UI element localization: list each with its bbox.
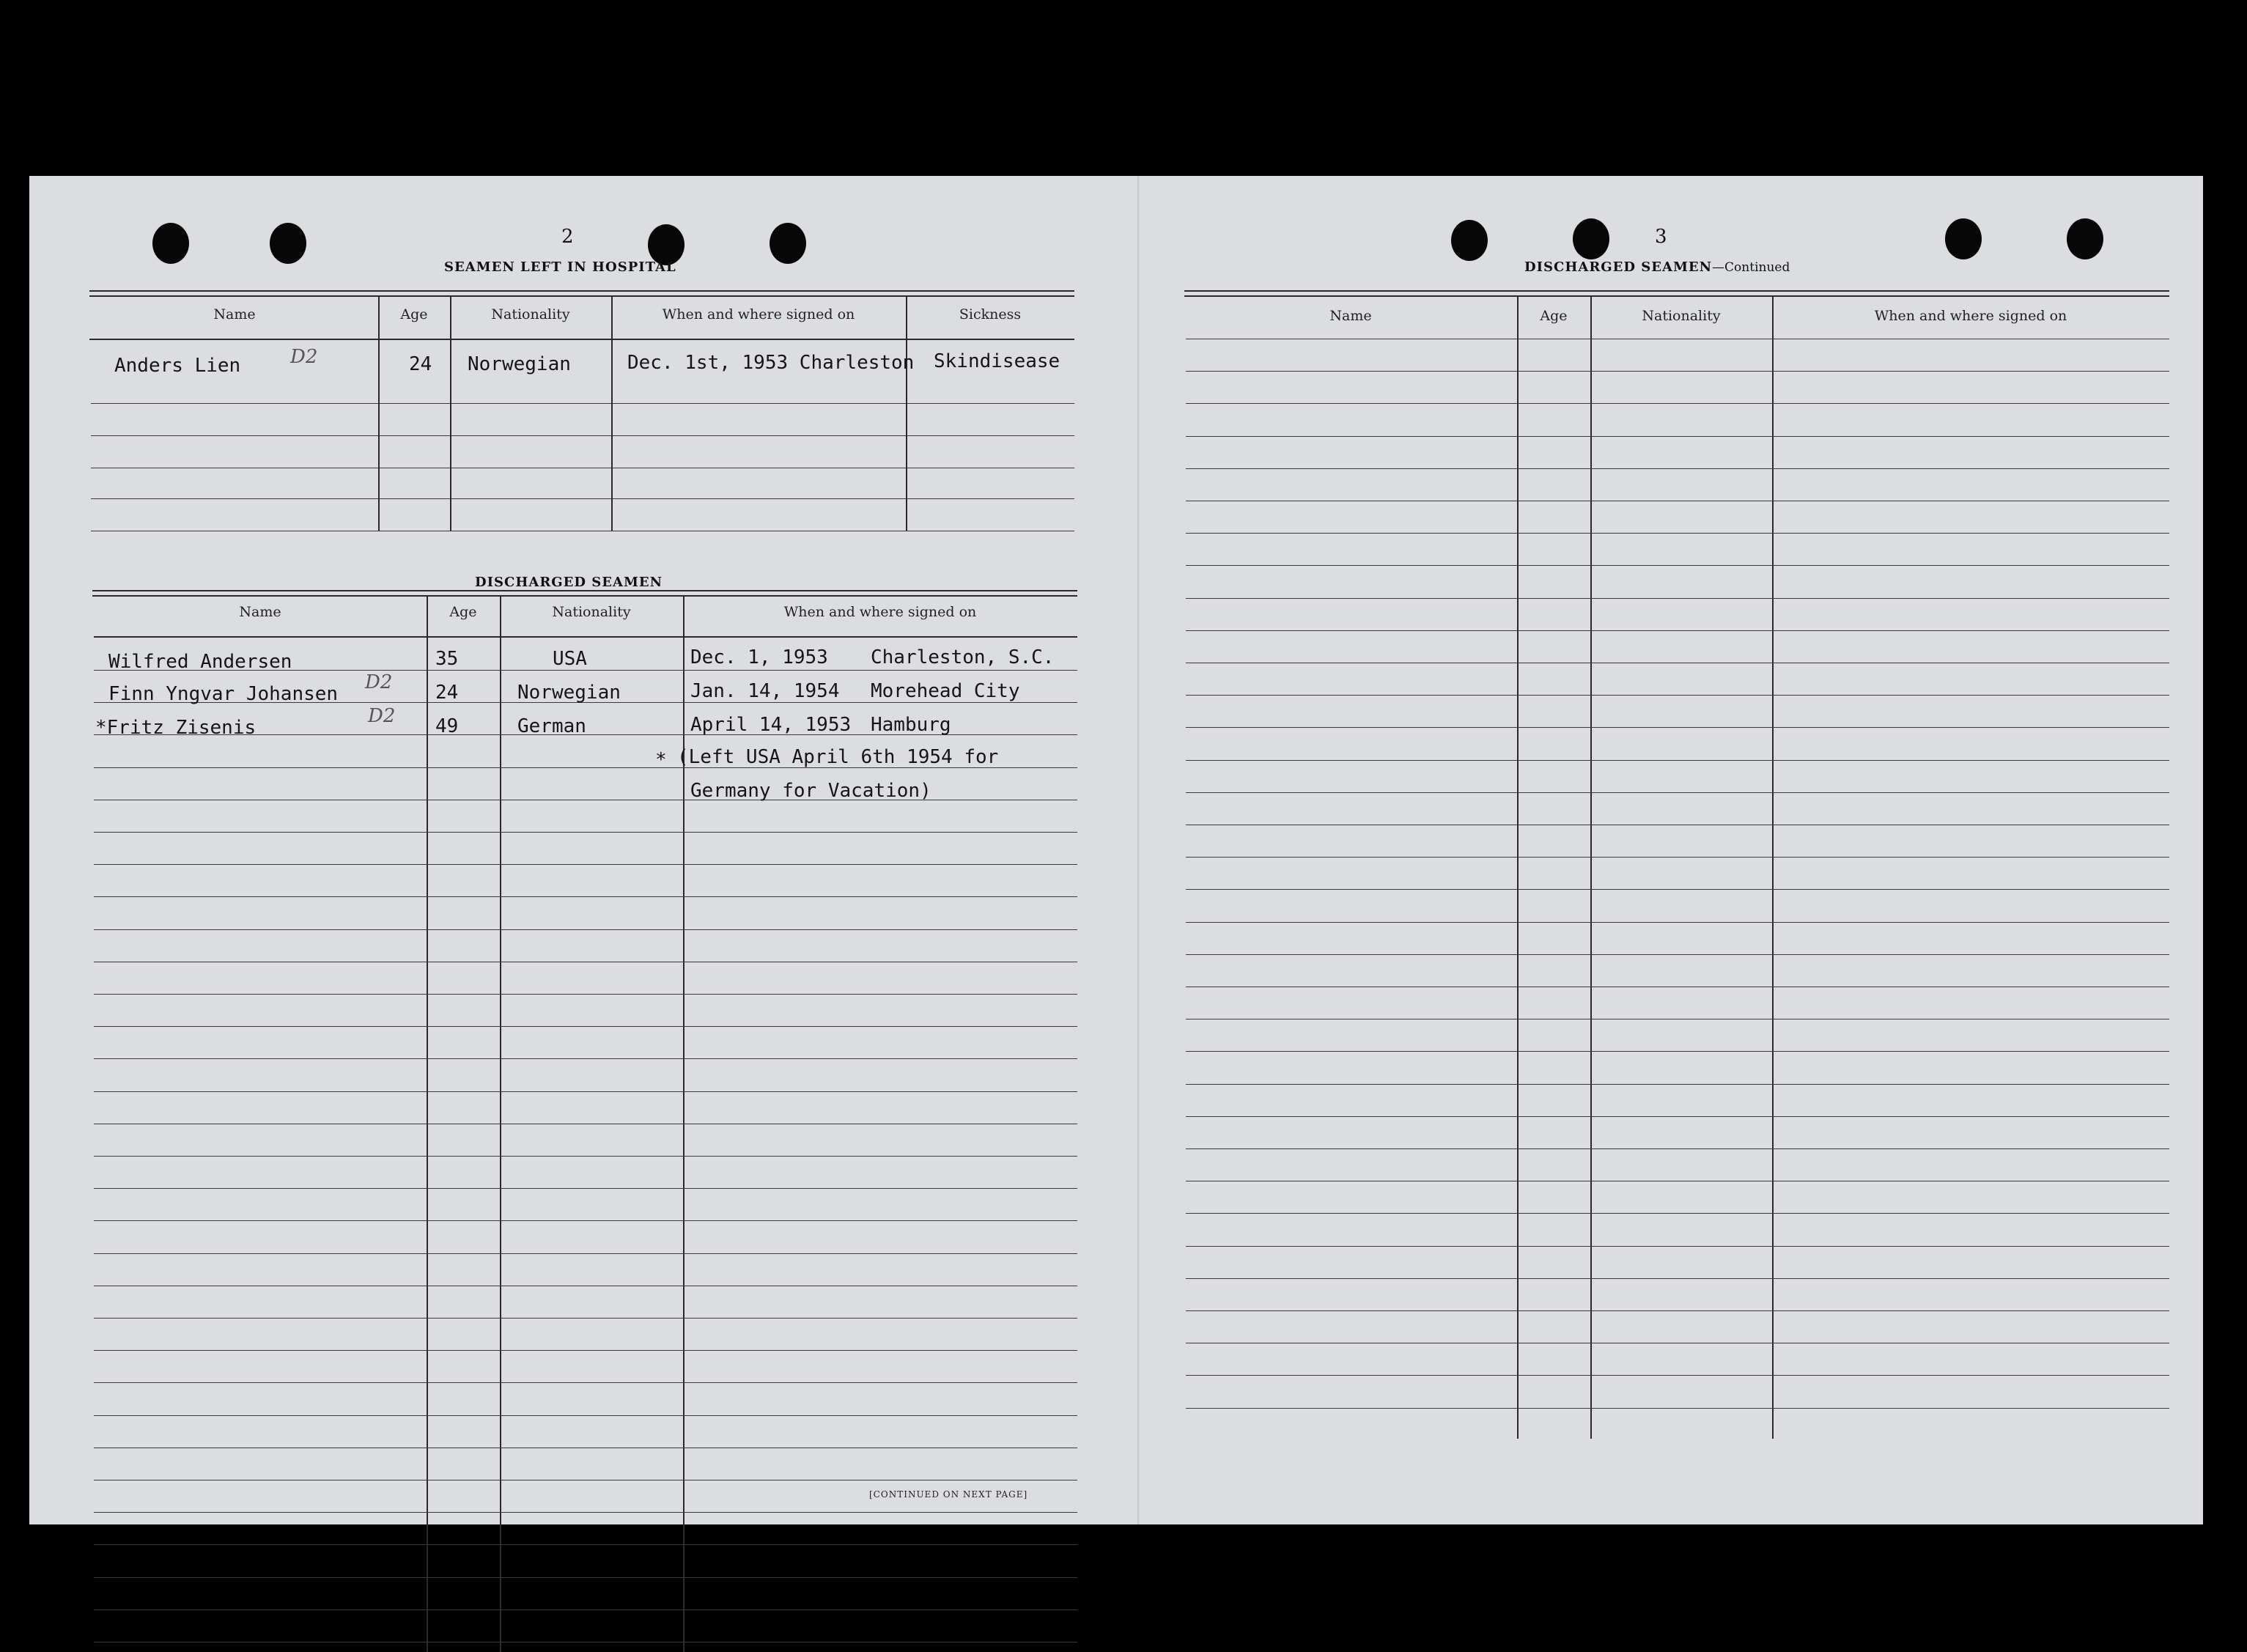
hospital-table-row-rule — [91, 403, 1074, 404]
table-row-rule — [1186, 1148, 2169, 1149]
table-row-rule — [1186, 792, 2169, 793]
hospital-row-name: Anders Lien — [114, 355, 241, 377]
table-row-rule — [1186, 1051, 2169, 1052]
discharged-header-signed-on: When and where signed on — [783, 604, 977, 620]
right-header-nationality: Nationality — [1642, 308, 1721, 324]
discharged-note-line-2: Germany for Vacation) — [690, 780, 931, 802]
table-row-rule — [94, 1318, 1077, 1319]
table-row-rule — [1186, 1116, 2169, 1117]
hospital-table-header-rule — [89, 339, 1074, 340]
right-header-signed-on: When and where signed on — [1874, 308, 2067, 324]
table-row-rule — [1186, 468, 2169, 469]
punch-hole — [1451, 220, 1488, 261]
punch-hole — [1945, 218, 1982, 259]
hospital-table-row-rule — [91, 435, 1074, 436]
hospital-table-col-divider — [611, 295, 613, 531]
discharged-row-2-name: Finn Yngvar Johansen — [108, 683, 339, 705]
right-page-title-suffix: —Continued — [1712, 260, 1790, 275]
table-row-rule — [94, 1058, 1077, 1059]
table-row-rule — [1186, 1375, 2169, 1376]
hospital-header-nationality: Nationality — [491, 306, 570, 322]
table-row-rule — [1186, 1246, 2169, 1247]
discharged-row-3-nationality: German — [517, 715, 586, 737]
hospital-row-signed-on: Dec. 1st, 1953 Charleston — [627, 352, 915, 374]
hospital-header-name: Name — [213, 306, 256, 322]
hospital-header-signed-on: When and where signed on — [662, 306, 855, 322]
hospital-row-sickness: Skindisease — [934, 350, 1060, 372]
table-row-rule — [1186, 533, 2169, 534]
hospital-table-col-divider — [378, 295, 380, 531]
hospital-row-annotation: D2 — [290, 346, 318, 368]
table-row-rule — [1186, 565, 2169, 566]
punch-hole — [270, 223, 306, 264]
table-row-rule — [1186, 403, 2169, 404]
discharged-table-top-rule — [92, 590, 1077, 591]
discharged-row-2-place: Morehead City — [871, 680, 1020, 702]
discharged-row-3-name: *Fritz Zisenis — [95, 717, 257, 739]
table-row-rule — [1186, 1408, 2169, 1409]
hospital-row-nationality: Norwegian — [468, 353, 571, 375]
discharged-header-nationality: Nationality — [552, 604, 631, 620]
table-row-rule — [1186, 598, 2169, 599]
hospital-table-top-rule — [89, 295, 1074, 297]
discharged-table-top-rule — [92, 595, 1077, 597]
discharged-header-name: Name — [239, 604, 281, 620]
hospital-header-age: Age — [400, 306, 428, 322]
table-row-rule — [1186, 1310, 2169, 1311]
punch-hole — [2067, 218, 2103, 259]
table-row-rule — [94, 1512, 1077, 1513]
discharged-row-1-name: Wilfred Andersen — [108, 651, 292, 673]
discharged-row-3-place: Hamburg — [871, 714, 951, 736]
page-number-right: 3 — [1655, 226, 1667, 248]
table-row-rule — [1186, 760, 2169, 761]
punch-hole — [152, 223, 189, 264]
table-row-rule — [94, 1220, 1077, 1221]
table-row-rule — [94, 929, 1077, 930]
table-row-rule — [94, 832, 1077, 833]
table-row-rule — [94, 1415, 1077, 1416]
table-row-rule — [1186, 922, 2169, 923]
table-row-rule — [94, 1382, 1077, 1383]
hospital-table-row-rule — [91, 498, 1074, 499]
right-table-top-rule — [1184, 295, 2169, 297]
table-row-rule — [94, 1026, 1077, 1027]
right-header-age: Age — [1540, 308, 1568, 324]
discharged-row-2-annotation: D2 — [365, 671, 393, 693]
discharged-row-3-date: April 14, 1953 — [690, 714, 852, 736]
page-number-left: 2 — [561, 226, 574, 248]
table-row-rule — [1186, 695, 2169, 696]
discharged-row-3-annotation: D2 — [368, 705, 396, 727]
table-row-rule — [94, 896, 1077, 897]
punch-hole — [1573, 218, 1609, 259]
right-table-col-divider — [1517, 295, 1519, 1439]
discharged-row-2-nationality: Norwegian — [517, 682, 621, 704]
discharged-row-2-age: 24 — [435, 682, 459, 704]
punch-hole — [770, 223, 806, 264]
page-fold — [1137, 176, 1139, 1524]
discharged-row-1-place: Charleston, S.C. — [871, 646, 1055, 668]
table-row-rule — [94, 1253, 1077, 1254]
table-row-rule — [94, 1156, 1077, 1157]
discharged-note-line-1: (Left USA April 6th 1954 for — [677, 746, 999, 768]
hospital-header-sickness: Sickness — [959, 306, 1022, 322]
table-row-rule — [1186, 1084, 2169, 1085]
table-row-rule — [1186, 630, 2169, 631]
table-row-rule — [94, 1544, 1077, 1545]
discharged-row-3-age: 49 — [435, 715, 459, 737]
table-row-rule — [1186, 889, 2169, 890]
right-header-name: Name — [1329, 308, 1372, 324]
discharged-note-marker: * — [655, 749, 667, 771]
discharged-section-title: DISCHARGED SEAMEN — [475, 575, 663, 590]
table-row-rule — [1186, 954, 2169, 955]
table-row-rule — [1186, 727, 2169, 728]
right-table-col-divider — [1590, 295, 1592, 1439]
table-row-rule — [94, 1350, 1077, 1351]
table-row-rule — [1186, 371, 2169, 372]
table-row-rule — [1186, 1213, 2169, 1214]
table-row-rule — [94, 994, 1077, 995]
table-row-rule — [1186, 436, 2169, 437]
right-page-title — [1524, 259, 1790, 275]
discharged-row-1-age: 35 — [435, 648, 459, 670]
discharged-table-header-rule — [94, 636, 1077, 638]
table-row-rule — [1186, 1278, 2169, 1279]
table-row-rule — [94, 1609, 1077, 1610]
right-page-title-text: DISCHARGED SEAMEN — [1524, 259, 1713, 275]
discharged-header-age: Age — [449, 604, 477, 620]
table-row-rule — [94, 1577, 1077, 1578]
table-row-rule — [94, 1091, 1077, 1092]
document-sheet — [29, 176, 2203, 1524]
table-row-rule — [1186, 857, 2169, 858]
discharged-row-2-date: Jan. 14, 1954 — [690, 680, 840, 702]
discharged-row-1-date: Dec. 1, 1953 — [690, 646, 828, 668]
table-row-rule — [94, 864, 1077, 865]
discharged-row-1-nationality: USA — [553, 648, 587, 670]
continued-footer: [CONTINUED ON NEXT PAGE] — [869, 1489, 1028, 1500]
hospital-section-title: SEAMEN LEFT IN HOSPITAL — [444, 259, 676, 275]
table-row-rule — [94, 1188, 1077, 1189]
hospital-table-col-divider — [450, 295, 451, 531]
hospital-table-col-divider — [906, 295, 907, 531]
right-table-top-rule — [1184, 290, 2169, 292]
hospital-row-age: 24 — [409, 353, 432, 375]
hospital-table-top-rule — [89, 290, 1074, 292]
right-table-col-divider — [1772, 295, 1774, 1439]
